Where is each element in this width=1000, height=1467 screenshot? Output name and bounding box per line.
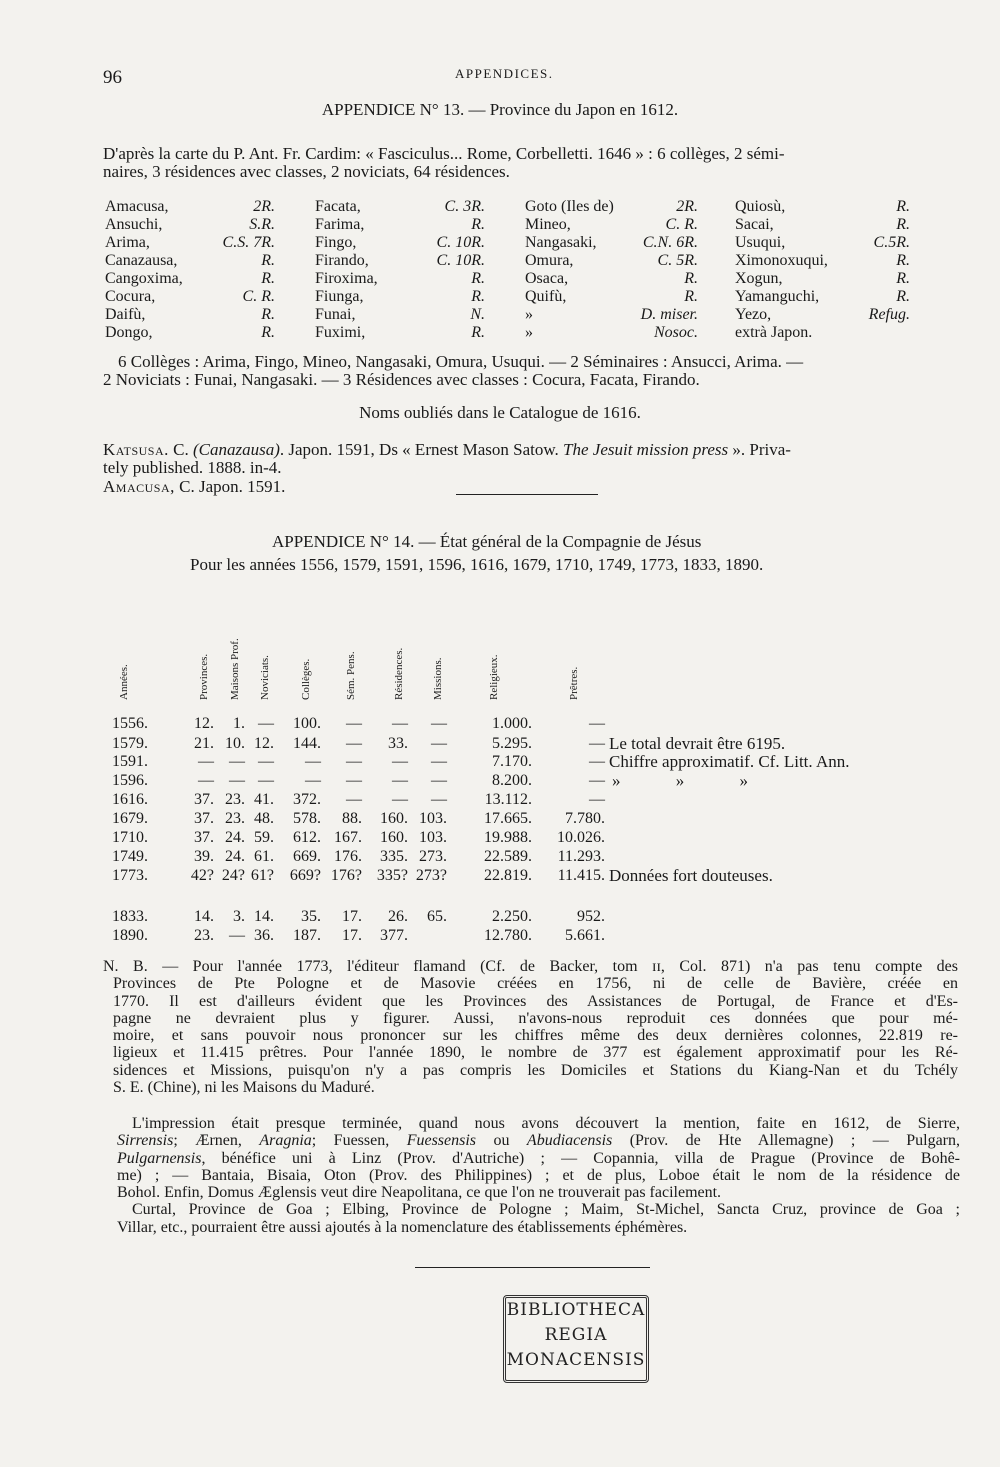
table-cell-nov: 14. [254, 908, 274, 925]
table-cell-pre: — [589, 715, 605, 732]
closing-line [117, 1132, 960, 1149]
place-name: Yamanguchi, [735, 288, 820, 305]
table-cell-prov: 12. [194, 715, 214, 732]
place-name: Quifù, [525, 288, 567, 305]
table-cell-col: — [305, 772, 321, 789]
table-cell-res: 335. [380, 848, 408, 865]
table-cell-year: 1710. [112, 829, 148, 846]
table-cell-rel: 22.819. [484, 867, 532, 884]
appendix-14-subtitle: Pour les années 1556, 1579, 1591, 1596, 1616, 1679, 1710, 1749, 1773, 1833, 1890. [190, 555, 764, 574]
place-code: R. [261, 270, 275, 287]
table-cell-nov: 48. [254, 810, 274, 827]
place-code: R. [471, 324, 485, 341]
place-name: Sacai, [735, 216, 774, 233]
place-name: Ansuchi, [105, 216, 163, 233]
forgotten-names-title: Noms oubliés dans le Catalogue de 1616. [359, 403, 641, 422]
closing-text: ou [476, 1132, 527, 1150]
table-cell-pre: — [589, 753, 605, 770]
place-name: Cangoxima, [105, 270, 183, 287]
column-header: Noviciats. [259, 655, 271, 700]
table-cell-col: 187. [293, 927, 321, 944]
place-name: Omura, [525, 252, 574, 269]
table-cell-mis: 103. [419, 829, 447, 846]
closing-line: Villar, etc., pourraient être aussi ajoutés à la nomenclature des établissements éphémères. [117, 1218, 688, 1236]
place-code: D. miser. [640, 306, 698, 323]
table-cell-rel: 19.988. [484, 829, 532, 846]
place-name: Farima, [315, 216, 365, 233]
table-cell-mis: 273. [419, 848, 447, 865]
table-cell-sem: 176. [334, 848, 362, 865]
table-cell-mis: — [431, 772, 447, 789]
table-cell-mais: 23. [225, 810, 245, 827]
stamp-line: BIBLIOTHECA [506, 1300, 646, 1320]
katsusa-text-a: C. [173, 440, 193, 459]
table-cell-pre: 5.661. [565, 927, 605, 944]
table-cell-mis: 103. [419, 810, 447, 827]
closing-italic: Sirrensis [117, 1132, 174, 1150]
place-name: Ximonoxuqui, [735, 252, 828, 269]
column-header: Provinces. [198, 653, 210, 700]
table-cell-res: 33. [388, 735, 408, 752]
closing-italic: Abudiacensis [526, 1132, 613, 1150]
library-stamp [503, 1295, 649, 1383]
place-code: C. 3R. [444, 198, 485, 215]
table-cell-rel: 13.112. [484, 791, 532, 808]
table-cell-pre: — [589, 791, 605, 808]
table-cell-nov: 61. [254, 848, 274, 865]
page-number: 96 [103, 67, 122, 88]
place-code: R. [684, 288, 698, 305]
column-header: Collèges. [300, 658, 312, 700]
place-name: Dongo, [105, 324, 153, 341]
nb-line: 1770. Il est d'ailleurs évident que les Provinces des Assistances de Portugal, de France et d'Es- [113, 992, 958, 1010]
table-cell-res: 160. [380, 829, 408, 846]
table-cell-mis: — [431, 715, 447, 732]
closing-text: ; Fuessen, [311, 1132, 407, 1150]
column-header: Années. [118, 664, 130, 700]
table-cell-res: — [392, 772, 408, 789]
table-row-note: » » » [612, 771, 748, 790]
table-cell-nov: 12. [254, 735, 274, 752]
table-cell-prov: 42? [190, 867, 214, 884]
table-cell-sem: 176? [330, 867, 362, 884]
closing-text: , bénéfice uni à Linz (Prov. d'Autriche) ; — Copannia, villa de Prague (Province de Bohê- [201, 1149, 960, 1167]
katsusa-text-c: . Japon. 1591, Ds « Ernest Mason Satow. [279, 440, 564, 459]
place-code: R. [684, 270, 698, 287]
amacusa-text: C. Japon. 1591. [174, 477, 286, 496]
table-row-note: Le total devrait être 6195. [609, 734, 786, 753]
place-code: R. [896, 288, 910, 305]
table-cell-year: 1749. [112, 848, 148, 865]
table-cell-sem: — [346, 791, 362, 808]
place-code: N. [470, 306, 485, 323]
place-name: Goto (Iles de) [525, 198, 614, 215]
table-cell-year: 1833. [112, 908, 148, 925]
column-header: Religieux. [488, 654, 500, 700]
table-cell-prov: 37. [194, 829, 214, 846]
closing-line: me) ; — Bantaia, Bisaia, Oton (Prov. des Philippines) ; et de plus, Loboe était le nom de la résidence de [117, 1166, 960, 1184]
place-name: Firando, [315, 252, 369, 269]
table-cell-rel: 12.780. [484, 927, 532, 944]
table-cell-pre: 10.026. [557, 829, 605, 846]
closing-italic: Pulgarnensis [117, 1149, 202, 1167]
table-row-note: Données fort douteuses. [609, 866, 773, 885]
table-cell-mais: 23. [225, 791, 245, 808]
closing-line [117, 1150, 960, 1167]
closing-line: Curtal, Province de Goa ; Elbing, Province de Pologne ; Maim, St-Michel, Sancta Cruz, province de Goa ; [132, 1201, 960, 1219]
place-name: Nangasaki, [525, 234, 597, 251]
place-name: Funai, [315, 306, 356, 323]
place-code: Nosoc. [654, 324, 698, 341]
table-cell-mis: — [431, 791, 447, 808]
place-code: S.R. [249, 216, 275, 233]
stamp-line: REGIA [544, 1325, 608, 1345]
column-header: Résidences. [393, 647, 405, 700]
table-cell-rel: 17.665. [484, 810, 532, 827]
table-cell-sem: 88. [342, 810, 362, 827]
table-cell-year: 1616. [112, 791, 148, 808]
place-code: R. [896, 198, 910, 215]
table-cell-col: 35. [301, 908, 321, 925]
stamp-line: MONACENSIS [506, 1350, 646, 1370]
table-cell-res: — [392, 715, 408, 732]
table-cell-year: 1773. [112, 867, 148, 884]
place-name: Mineo, [525, 216, 571, 233]
table-cell-rel: 1.000. [492, 715, 532, 732]
nb-line: pagne ne devraient plus y figurer. Aussi, n'avons-nous reproduit ces données que pour mé- [113, 1009, 958, 1027]
place-name: Fiunga, [315, 288, 364, 305]
appendix-14-title: APPENDICE N° 14. — État général de la Compagnie de Jésus [272, 532, 702, 551]
table-cell-col: — [305, 753, 321, 770]
place-name: Daifù, [105, 306, 146, 323]
table-cell-sem: 17. [342, 908, 362, 925]
place-name: Cocura, [105, 288, 156, 305]
table-cell-nov: 41. [254, 791, 274, 808]
table-cell-mais: 3. [233, 908, 245, 925]
appendix-13-summary-line2: 2 Noviciats : Funai, Nangasaki. — 3 Résidences avec classes : Cocura, Facata, Firando. [103, 370, 700, 389]
table-cell-mais: 1. [233, 715, 245, 732]
column-header: Sém. Pens. [345, 651, 357, 700]
place-name: Usuqui, [735, 234, 786, 251]
table-cell-nov: — [258, 715, 274, 732]
closing-italic: Fuessensis [406, 1132, 477, 1150]
place-name: Arima, [105, 234, 150, 251]
table-cell-res: 26. [388, 908, 408, 925]
nb-line: ligieux et 11.415 prêtres. Pour l'année 1890, le nombre de 377 est également approximatif pour les Ré- [113, 1044, 958, 1062]
katsusa-label: Katsusa. [103, 440, 169, 459]
place-name: Firoxima, [315, 270, 378, 287]
table-cell-mais: — [229, 927, 245, 944]
table-cell-mais: 24? [221, 867, 245, 884]
table-cell-rel: 2.250. [492, 908, 532, 925]
table-cell-prov: 37. [194, 810, 214, 827]
column-header: Maisons Prof. [229, 638, 241, 700]
table-cell-col: 669. [293, 848, 321, 865]
table-cell-pre: — [589, 735, 605, 752]
table-cell-nov: 59. [254, 829, 274, 846]
place-code: R. [471, 288, 485, 305]
table-cell-year: 1579. [112, 735, 148, 752]
nb-line: Provinces de Pte Pologne et de Masovie créées en 1756, ni de celle de Bavière, créée en [113, 975, 958, 993]
place-code: C. 10R. [436, 252, 485, 269]
table-cell-year: 1591. [112, 753, 148, 770]
table-cell-res: 160. [380, 810, 408, 827]
closing-line: Bohol. Enfin, Domus Æglensis veut dire Neapolitana, ce que l'on ne trouverait pas facilement. [117, 1184, 722, 1202]
table-cell-pre: — [589, 772, 605, 789]
place-code: C.S. 7R. [222, 234, 275, 251]
nb-paragraph [103, 958, 958, 1096]
nb-line: N. B. — Pour l'année 1773, l'éditeur flamand (Cf. de Backer, tom ɪɪ, Col. 871) n'a pas tenu compte des [103, 958, 958, 975]
table-cell-mis: — [431, 753, 447, 770]
place-code: C.N. 6R. [642, 234, 698, 251]
appendix-13-intro-line1: D'après la carte du P. Ant. Fr. Cardim: « Fasciculus... Rome, Corbelletti. 1646 » : 6 collèges, 2 sémi- [103, 144, 785, 163]
table-cell-rel: 22.589. [484, 848, 532, 865]
place-name: Yezo, [735, 306, 772, 323]
table-cell-res: 335? [376, 867, 408, 884]
table-cell-prov: — [198, 753, 214, 770]
place-code: C. R. [665, 216, 698, 233]
table-cell-col: 144. [293, 735, 321, 752]
place-code: R. [896, 252, 910, 269]
katsusa-line2: tely published. 1888. in-4. [103, 458, 282, 477]
place-code: R. [261, 324, 275, 341]
table-cell-sem: 167. [334, 829, 362, 846]
table-cell-col: 612. [293, 829, 321, 846]
table-cell-year: 1556. [112, 715, 148, 732]
katsusa-line1 [103, 440, 791, 460]
table-cell-res: — [392, 791, 408, 808]
closing-text: ; Ærnen, [173, 1132, 260, 1150]
place-name: Osaca, [525, 270, 569, 287]
nb-line: sidences et Missions, puisqu'on n'y a pas compris les Domiciles et Stations du Kiang-Nan et du Tchély [113, 1061, 958, 1079]
place-code: R. [471, 270, 485, 287]
table-cell-prov: 37. [194, 791, 214, 808]
table-cell-prov: — [198, 772, 214, 789]
place-name: Facata, [315, 198, 361, 215]
place-name: Fingo, [315, 234, 357, 251]
table-cell-sem: 17. [342, 927, 362, 944]
table-cell-mais: 24. [225, 848, 245, 865]
table-cell-prov: 14. [194, 908, 214, 925]
closing-text: (Prov. de Hte Allemagne) ; — Pulgarn, [612, 1132, 960, 1150]
table-cell-prov: 21. [194, 735, 214, 752]
appendix-13-title: APPENDICE N° 13. — Province du Japon en 1612. [321, 100, 679, 119]
table-cell-mis: 273? [415, 867, 447, 884]
table-cell-mais: — [229, 772, 245, 789]
table-cell-nov: — [258, 753, 274, 770]
place-name: » [525, 324, 533, 341]
katsusa-text-d: The Jesuit mission press [563, 440, 729, 459]
place-code: C. 5R. [657, 252, 698, 269]
table-cell-nov: 61? [250, 867, 274, 884]
closing-italic: Aragnia [259, 1132, 312, 1150]
table-cell-year: 1596. [112, 772, 148, 789]
table-cell-sem: — [346, 753, 362, 770]
table-row-note: Chiffre approximatif. Cf. Litt. Ann. [609, 752, 850, 771]
column-header: Prêtres. [568, 666, 580, 700]
table-cell-rel: 8.200. [492, 772, 532, 789]
table-cell-sem: — [346, 772, 362, 789]
katsusa-text-e: ». Priva- [728, 440, 791, 459]
place-name: Xogun, [735, 270, 783, 287]
place-code: 2R. [676, 198, 698, 215]
place-code: 2R. [253, 198, 275, 215]
appendix-13-summary-line1: 6 Collèges : Arima, Fingo, Mineo, Nangasaki, Omura, Usuqui. — 2 Séminaires : Ansucci, Arima. — [118, 352, 804, 371]
place-name: » [525, 306, 533, 323]
table-cell-mis: 65. [427, 908, 447, 925]
place-name: Canazausa, [105, 252, 178, 269]
table-cell-nov: — [258, 772, 274, 789]
table-cell-pre: 7.780. [565, 810, 605, 827]
katsusa-text-b: (Canazausa) [192, 440, 280, 459]
place-code: R. [896, 270, 910, 287]
table-cell-col: 578. [293, 810, 321, 827]
place-code: Refug. [868, 306, 910, 323]
amacusa-line [103, 477, 285, 497]
table-cell-nov: 36. [254, 927, 274, 944]
place-code: R. [471, 216, 485, 233]
table-cell-prov: 23. [194, 927, 214, 944]
place-code: C. R. [242, 288, 275, 305]
place-name: Amacusa, [105, 198, 169, 215]
place-code: R. [261, 306, 275, 323]
table-cell-pre: 11.415. [557, 867, 605, 884]
closing-paragraph [117, 1115, 960, 1236]
appendix-13-intro-line2: naires, 3 résidences avec classes, 2 noviciats, 64 résidences. [103, 162, 510, 181]
table-cell-rel: 7.170. [492, 753, 532, 770]
table-cell-mis: — [431, 735, 447, 752]
running-title: APPENDICES. [455, 66, 554, 81]
table-cell-col: 372. [293, 791, 321, 808]
table-cell-mais: 24. [225, 829, 245, 846]
amacusa-label: Amacusa, [103, 477, 175, 496]
place-name: extrà Japon. [735, 324, 813, 341]
table-cell-col: 100. [293, 715, 321, 732]
table-cell-rel: 5.295. [492, 735, 532, 752]
closing-line: L'impression était presque terminée, quand nous avons découvert la mention, faite en 1612, de Sierre, [132, 1115, 960, 1132]
nb-line: S. E. (Chine), ni les Maisons du Maduré. [113, 1079, 375, 1097]
place-code: R. [261, 252, 275, 269]
place-code: C.5R. [873, 234, 910, 251]
place-code: C. 10R. [436, 234, 485, 251]
column-header: Missions. [432, 657, 444, 700]
nb-line: moire, et sans pouvoir nous prononcer sur les chiffres même des deux dernières colonnes, 22.819 re- [113, 1027, 958, 1045]
table-cell-mais: 10. [225, 735, 245, 752]
section-divider [456, 494, 598, 495]
table-cell-col: 669? [289, 867, 321, 884]
place-name: Fuximi, [315, 324, 366, 341]
table-cell-sem: — [346, 735, 362, 752]
table-cell-pre: 11.293. [557, 848, 605, 865]
table-cell-res: 377. [380, 927, 408, 944]
table-cell-mais: — [229, 753, 245, 770]
place-name: Quiosù, [735, 198, 786, 215]
table-cell-year: 1890. [112, 927, 148, 944]
table-cell-year: 1679. [112, 810, 148, 827]
closing-divider [415, 1267, 650, 1268]
table-cell-res: — [392, 753, 408, 770]
place-code: R. [896, 216, 910, 233]
table-cell-sem: — [346, 715, 362, 732]
table-cell-pre: 952. [577, 908, 605, 925]
table-cell-prov: 39. [194, 848, 214, 865]
